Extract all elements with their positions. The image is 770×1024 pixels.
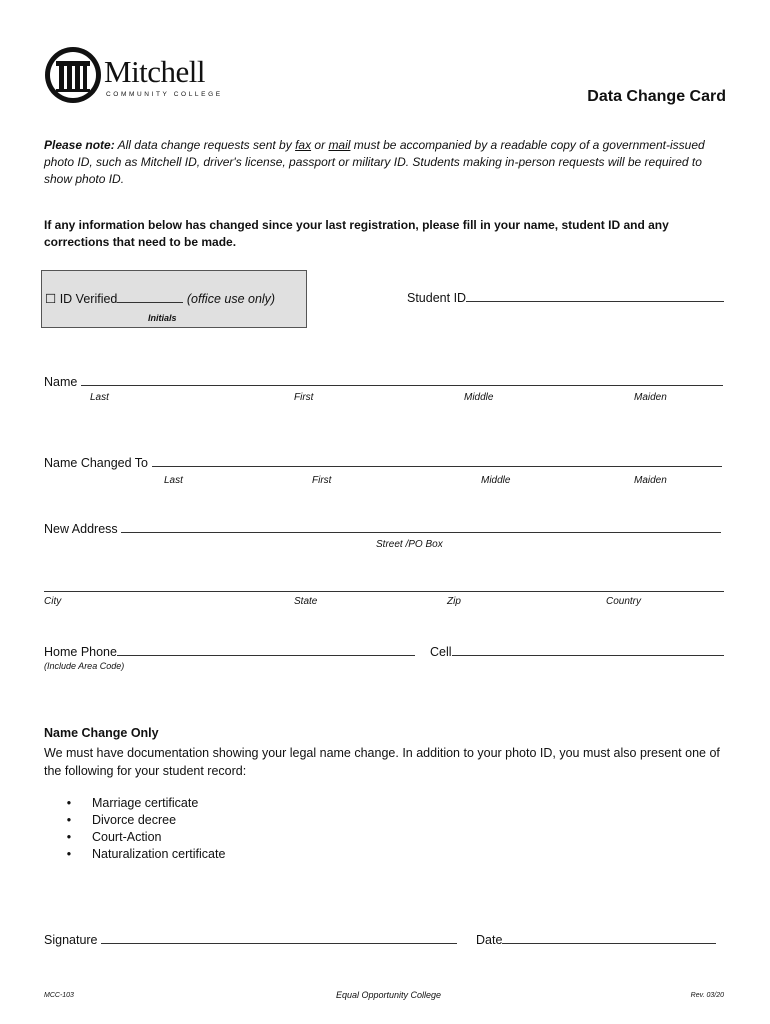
- address-sub-street: Street /PO Box: [376, 539, 443, 550]
- note-text-2: must be accompanied by a readable copy of a government-issued photo ID, such as Mitchell ID, driver's license, passport or military ID. Students making in-person requests will be required to show photo ID.: [44, 138, 705, 186]
- logo-name: Mitchell: [104, 54, 206, 89]
- office-use-label: (office use only): [186, 292, 276, 306]
- note-label: Please note:: [44, 138, 115, 152]
- cell-label: Cell: [430, 645, 452, 659]
- name-sub-maiden: Maiden: [634, 392, 667, 403]
- address-field[interactable]: [121, 521, 721, 533]
- name-field[interactable]: [81, 374, 723, 386]
- home-phone-label: Home Phone: [44, 645, 117, 659]
- name-sub-last: Last: [90, 392, 109, 403]
- date-label: Date: [476, 933, 503, 947]
- name-changed-label: Name Changed To: [44, 456, 149, 470]
- office-use-box: [41, 270, 307, 328]
- name-change-heading: Name Change Only: [44, 726, 159, 740]
- instruction-text: If any information below has changed since your last registration, please fill in your name, student ID and any corrections that need to be made.: [44, 218, 669, 249]
- name-sub-first: First: [294, 392, 314, 403]
- mail-link: mail: [328, 138, 351, 152]
- student-id-label: Student ID: [407, 291, 467, 305]
- id-verified-label: ID Verified: [59, 292, 118, 306]
- college-logo: [44, 46, 224, 104]
- note-text-1: All data change requests sent by: [117, 138, 292, 152]
- list-item: • Divorce decree: [66, 813, 177, 827]
- note-paragraph: [44, 137, 726, 188]
- city-sub-city: City: [44, 596, 62, 607]
- city-line[interactable]: [44, 580, 724, 592]
- date-row: [476, 932, 716, 947]
- home-phone-row: [44, 644, 415, 659]
- document-list: [46, 795, 225, 863]
- fax-link: fax: [295, 138, 312, 152]
- address-row: [44, 521, 721, 536]
- date-field[interactable]: [502, 932, 716, 944]
- name-change-text: We must have documentation showing your legal name change. In addition to your photo ID, you must also present one of the following for your student record:: [44, 746, 720, 778]
- student-id-field[interactable]: [466, 290, 724, 302]
- initials-field[interactable]: [117, 291, 183, 303]
- logo-subtitle: COMMUNITY COLLEGE: [106, 91, 223, 98]
- signature-field[interactable]: [101, 932, 457, 944]
- name-changed-row: [44, 455, 722, 470]
- name-sub-middle: Middle: [464, 392, 494, 403]
- signature-row: [44, 932, 457, 947]
- name-changed-sub-first: First: [312, 475, 332, 486]
- form-number: MCC-103: [44, 992, 74, 999]
- id-verified-checkbox[interactable]: ☐: [45, 292, 57, 306]
- name-row: [44, 374, 723, 389]
- list-item: • Marriage certificate: [66, 796, 199, 810]
- id-verified-row: [45, 291, 275, 306]
- name-label: Name: [44, 375, 78, 389]
- list-item: • Naturalization certificate: [66, 847, 226, 861]
- initials-label: Initials: [148, 313, 177, 323]
- revision-date: Rev. 03/20: [690, 992, 724, 999]
- name-changed-sub-maiden: Maiden: [634, 475, 667, 486]
- home-phone-sub: (Include Area Code): [44, 661, 125, 671]
- signature-label: Signature: [44, 933, 98, 947]
- home-phone-field[interactable]: [117, 644, 415, 656]
- footer-center: Equal Opportunity College: [336, 990, 442, 1000]
- note-or: or: [314, 138, 326, 152]
- city-sub-country: Country: [606, 596, 642, 607]
- list-item: • Court-Action: [66, 830, 162, 844]
- name-changed-field[interactable]: [152, 455, 722, 467]
- student-id-row: [407, 290, 724, 305]
- name-changed-sub-middle: Middle: [481, 475, 511, 486]
- cell-row: [430, 644, 724, 659]
- column-seal-icon: [44, 46, 102, 104]
- cell-field[interactable]: [452, 644, 724, 656]
- city-sub-state: State: [294, 596, 318, 607]
- page-title: Data Change Card: [587, 88, 726, 105]
- name-changed-sub-last: Last: [164, 475, 183, 486]
- city-sub-zip: Zip: [447, 596, 461, 607]
- address-label: New Address: [44, 522, 118, 536]
